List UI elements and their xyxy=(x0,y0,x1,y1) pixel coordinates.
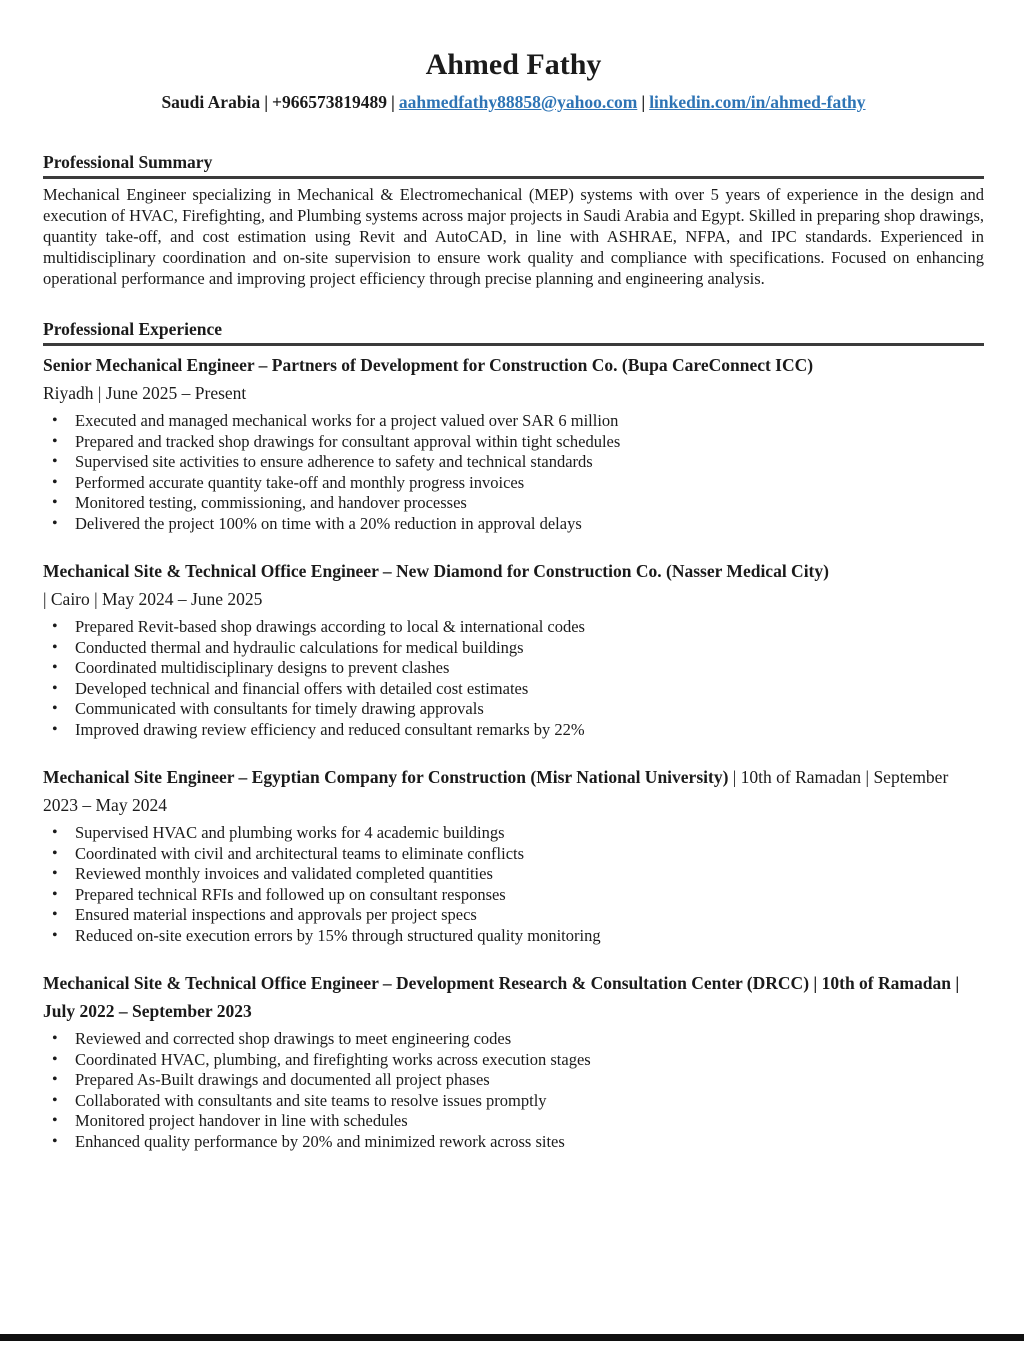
page-title: Ahmed Fathy xyxy=(425,48,602,81)
bullet-item: • Coordinated with civil and architectural teams to eliminate conflicts xyxy=(43,844,984,865)
bullet-item: • Monitored testing, commissioning, and handover processes xyxy=(43,493,984,514)
job-location-dates: | Cairo | May 2024 – June 2025 xyxy=(43,589,263,609)
job-title: Senior Mechanical Engineer – Partners of Development for Construction Co. (Bupa CareConnect ICC) xyxy=(43,355,814,375)
contact-line xyxy=(43,90,984,114)
bullet-item: • Reviewed monthly invoices and validated completed quantities xyxy=(43,864,984,885)
summary-text: Mechanical Engineer specializing in Mechanical & Electromechanical (MEP) systems with over 5 years of experience in the design and execution of HVAC, Firefighting, and Plumbing systems across major projects in Saudi Arabia and Egypt. Skilled in preparing shop drawings, quantity take-off, and cost estimation using Revit and AutoCAD, in line with ASHRAE, NFPA, and IPC standards. Experienced in multidisciplinary coordination and on-site supervision to ensure work quality and compliance with specifications. Focused on enhancing operational performance and improving project efficiency through precise planning and engineering analysis. xyxy=(43,185,984,288)
job-location-dates: Riyadh | June 2025 – Present xyxy=(43,383,247,403)
job-bullet-list xyxy=(43,411,984,534)
experience-job-2 xyxy=(43,557,984,740)
bullet-item: • Conducted thermal and hydraulic calculations for medical buildings xyxy=(43,638,984,659)
bullet-item: • Reviewed and corrected shop drawings to meet engineering codes xyxy=(43,1029,984,1050)
linkedin-link[interactable]: linkedin.com/in/ahmed-fathy xyxy=(649,92,866,112)
bullet-item: • Prepared Revit-based shop drawings according to local & international codes xyxy=(43,617,984,638)
job-location-dates: | 10th of Ramadan | September 2023 – May 2024 xyxy=(43,767,949,815)
bullet-item: • Monitored project handover in line with schedules xyxy=(43,1111,984,1132)
bullet-item: • Prepared and tracked shop drawings for consultant approval within tight schedules xyxy=(43,432,984,453)
job-title: Mechanical Site Engineer – Egyptian Company for Construction (Misr National University) xyxy=(43,767,729,787)
job-title-line xyxy=(43,763,984,819)
job-bullet-list xyxy=(43,617,984,740)
summary-section xyxy=(43,151,984,289)
bullet-item: • Prepared As-Built drawings and documented all project phases xyxy=(43,1070,984,1091)
bullet-item: • Improved drawing review efficiency and reduced consultant remarks by 22% xyxy=(43,720,984,741)
job-bullet-list xyxy=(43,1029,984,1152)
experience-job-4 xyxy=(43,969,984,1152)
contact-phone: +966573819489 xyxy=(272,92,388,112)
bullet-item: • Delivered the project 100% on time with a 20% reduction in approval delays xyxy=(43,514,984,535)
bullet-item: • Developed technical and financial offers with detailed cost estimates xyxy=(43,679,984,700)
experience-job-1 xyxy=(43,351,984,534)
bullet-item: • Enhanced quality performance by 20% and minimized rework across sites xyxy=(43,1132,984,1153)
bullet-item: • Reduced on-site execution errors by 15% through structured quality monitoring xyxy=(43,926,984,947)
experience-section xyxy=(43,318,984,1152)
bullet-item: • Performed accurate quantity take-off and monthly progress invoices xyxy=(43,473,984,494)
page-bottom-scan-bar xyxy=(0,1334,1024,1341)
email-link[interactable]: aahmedfathy88858@yahoo.com xyxy=(398,92,638,112)
contact-separator: | xyxy=(641,92,646,112)
summary-heading: Professional Summary xyxy=(43,151,984,179)
bullet-item: • Communicated with consultants for timely drawing approvals xyxy=(43,699,984,720)
job-title: Mechanical Site & Technical Office Engineer – Development Research & Consultation Center (DRCC) | 10th of Ramadan | July 2022 – September 2023 xyxy=(43,973,960,1021)
experience-heading: Professional Experience xyxy=(43,318,984,346)
bullet-item: • Coordinated HVAC, plumbing, and firefighting works across execution stages xyxy=(43,1050,984,1071)
bullet-item: • Supervised site activities to ensure adherence to safety and technical standards xyxy=(43,452,984,473)
contact-location: Saudi Arabia xyxy=(161,92,261,112)
bullet-item: • Collaborated with consultants and site teams to resolve issues promptly xyxy=(43,1091,984,1112)
job-bullet-list xyxy=(43,823,984,946)
bullet-item: • Executed and managed mechanical works for a project valued over SAR 6 million xyxy=(43,411,984,432)
bullet-item: • Supervised HVAC and plumbing works for 4 academic buildings xyxy=(43,823,984,844)
contact-separator: | xyxy=(264,92,269,112)
contact-separator: | xyxy=(391,92,395,112)
bullet-item: • Prepared technical RFIs and followed up on consultant responses xyxy=(43,885,984,906)
job-title: Mechanical Site & Technical Office Engineer – New Diamond for Construction Co. (Nasser Medical City) xyxy=(43,561,829,581)
bullet-item: • Ensured material inspections and approvals per project specs xyxy=(43,905,984,926)
bullet-item: • Coordinated multidisciplinary designs to prevent clashes xyxy=(43,658,984,679)
experience-job-3 xyxy=(43,763,984,946)
